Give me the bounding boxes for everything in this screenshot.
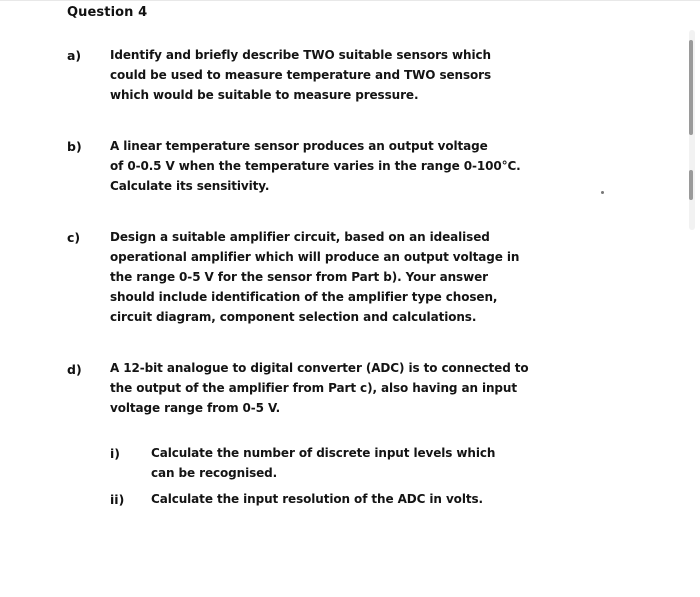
part-a-line: Identify and briefly describe TWO suitable sensors which: [110, 48, 491, 62]
subpart-i-line: can be recognised.: [151, 466, 278, 480]
top-divider: [0, 0, 700, 1]
part-c-line: circuit diagram, component selection and calculations.: [110, 310, 477, 324]
part-b-label: b): [67, 139, 82, 154]
scrollbar-thumb[interactable]: [689, 40, 693, 135]
part-d-line: the output of the amplifier from Part c), also having an input: [110, 381, 517, 395]
part-d-text: [110, 358, 529, 418]
part-c-label: c): [67, 230, 81, 245]
part-a-line: could be used to measure temperature and TWO sensors: [110, 68, 492, 82]
part-d-line: A 12-bit analogue to digital converter (ADC) is to connected to: [110, 361, 529, 375]
subpart-ii-label: ii): [110, 492, 125, 507]
part-d-label: d): [67, 362, 82, 377]
part-b-line: of 0-0.5 V when the temperature varies in the range 0-100°C.: [110, 159, 521, 173]
part-c-line: the range 0-5 V for the sensor from Part b). Your answer: [110, 270, 488, 284]
subpart-ii-text: [151, 489, 483, 509]
question-heading: Question 4: [67, 5, 148, 20]
part-c-text: [110, 227, 519, 327]
part-a-text: [110, 45, 491, 105]
part-b-text: [110, 136, 521, 196]
part-a-label: a): [67, 48, 82, 63]
scrollbar-thumb-secondary[interactable]: [689, 170, 693, 200]
part-d-line: voltage range from 0-5 V.: [110, 401, 281, 415]
part-c-line: Design a suitable amplifier circuit, based on an idealised: [110, 230, 490, 244]
subpart-i-line: Calculate the number of discrete input levels which: [151, 446, 496, 460]
subpart-i-label: i): [110, 446, 120, 461]
part-b-line: A linear temperature sensor produces an output voltage: [110, 139, 488, 153]
stray-mark: [601, 191, 604, 194]
part-c-line: should include identification of the amplifier type chosen,: [110, 290, 498, 304]
subpart-i-text: [151, 443, 495, 483]
part-a-line: which would be suitable to measure pressure.: [110, 88, 419, 102]
part-c-line: operational amplifier which will produce an output voltage in: [110, 250, 520, 264]
subpart-ii-line: Calculate the input resolution of the ADC in volts.: [151, 492, 483, 506]
part-b-line: Calculate its sensitivity.: [110, 179, 270, 193]
